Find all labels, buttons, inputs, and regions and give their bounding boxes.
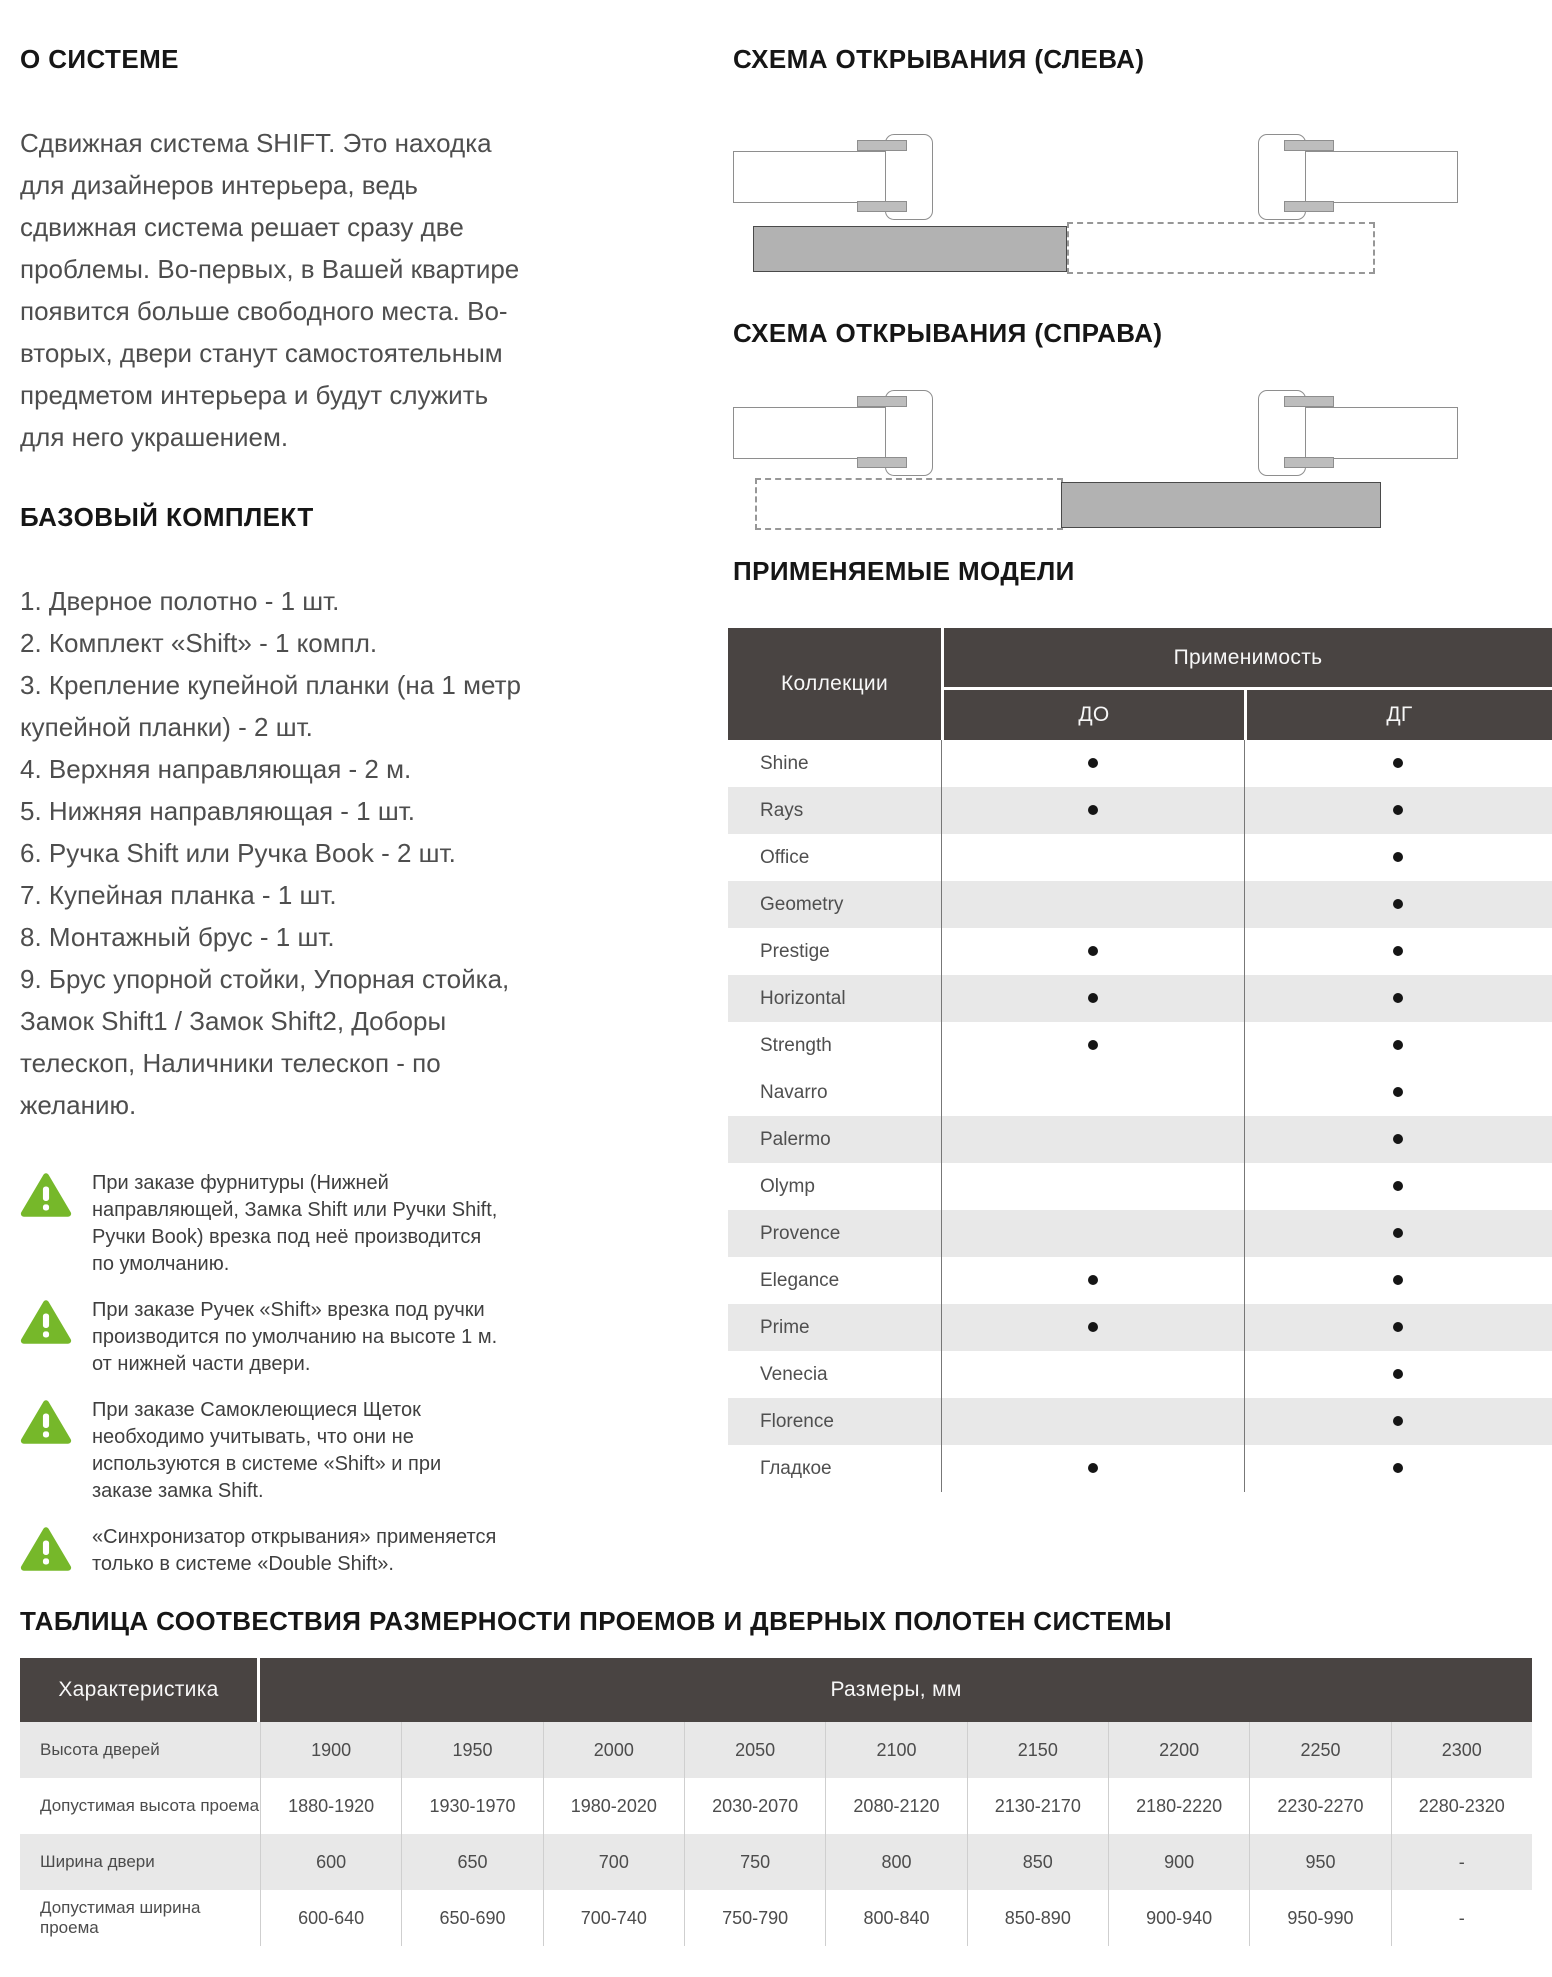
size-row-label: Допустимая высота проема (40, 1796, 260, 1815)
size-value-cell: 950 (1249, 1834, 1390, 1890)
cell-dg (1244, 1413, 1552, 1431)
applicability-dot (1088, 1463, 1098, 1473)
size-col-characteristic: Характеристика (20, 1658, 257, 1722)
applicability-dot (1088, 1040, 1098, 1050)
warning-triangle-icon (20, 1299, 72, 1345)
jamb-clip (1284, 457, 1334, 468)
kit-list-item: 7. Купейная планка - 1 шт. (20, 880, 337, 910)
door-jamb-right (1258, 390, 1458, 474)
collection-name: Office (760, 846, 810, 868)
size-value-cell: 2150 (967, 1722, 1108, 1778)
models-divider-1 (941, 740, 942, 1492)
jamb-clip (857, 457, 907, 468)
size-value-cell: 2230-2270 (1249, 1778, 1390, 1834)
cell-dg (1244, 943, 1552, 961)
collection-name: Shine (760, 752, 809, 774)
collection-name: Strength (760, 1034, 832, 1056)
size-table-row (20, 1890, 1532, 1946)
size-value-cell: 1930-1970 (401, 1778, 542, 1834)
warning-icon (20, 1526, 72, 1572)
size-value-cell: 850 (967, 1834, 1108, 1890)
size-row-label: Высота дверей (40, 1740, 160, 1759)
applicability-dot (1088, 993, 1098, 1003)
models-table-row (728, 1398, 1552, 1445)
size-table-title: ТАБЛИЦА СООТВЕСТВИЯ РАЗМЕРНОСТИ ПРОЕМОВ И ДВЕРНЫХ ПОЛОТЕН СИСТЕМЫ (20, 1606, 1173, 1636)
size-value-cell: 1950 (401, 1722, 542, 1778)
applicability-dot (1393, 1040, 1403, 1050)
cell-dg (1244, 1084, 1552, 1102)
cell-dg (1244, 1037, 1552, 1055)
applicability-dot (1393, 1275, 1403, 1285)
models-table-row (728, 975, 1552, 1022)
collection-name: Elegance (760, 1269, 840, 1291)
door-panel-closed (1061, 482, 1381, 528)
size-value-cell: 2250 (1249, 1722, 1390, 1778)
collection-name: Geometry (760, 893, 844, 915)
cell-dg (1244, 990, 1552, 1008)
warning-note (20, 1397, 510, 1505)
cell-dg (1244, 896, 1552, 914)
models-table-row (728, 740, 1552, 787)
models-table-row (728, 787, 1552, 834)
kit-list-item: 2. Комплект «Shift» - 1 компл. (20, 628, 378, 658)
models-divider-2 (1244, 740, 1245, 1492)
collection-name: Provence (760, 1222, 841, 1244)
models-table-row (728, 834, 1552, 881)
models-table-body (728, 740, 1552, 1492)
size-value-cell: 700-740 (543, 1890, 684, 1946)
size-value-cell: - (1391, 1890, 1532, 1946)
applicability-dot (1393, 1369, 1403, 1379)
models-table-row (728, 1351, 1552, 1398)
size-table-body (20, 1722, 1532, 1946)
about-title: О СИСТЕМЕ (20, 44, 179, 74)
door-panel-closed (753, 226, 1067, 272)
jamb-clip (1284, 396, 1334, 407)
applicability-dot (1393, 1087, 1403, 1097)
kit-list-item: 5. Нижняя направляющая - 1 шт. (20, 796, 415, 826)
size-value-cell: 950-990 (1249, 1890, 1390, 1946)
models-table-row (728, 1257, 1552, 1304)
size-value-cell: 2300 (1391, 1722, 1532, 1778)
door-panel-open-dashed (755, 478, 1063, 530)
door-jamb-left (733, 134, 933, 218)
models-header-right (944, 628, 1552, 740)
size-value-cell: 650 (401, 1834, 542, 1890)
applicability-dot (1088, 758, 1098, 768)
cell-dg (1244, 1272, 1552, 1290)
models-table-header (728, 628, 1552, 740)
size-table-row (20, 1778, 1532, 1834)
cell-do (941, 1460, 1244, 1478)
models-table-row (728, 1210, 1552, 1257)
applicability-dot (1393, 1228, 1403, 1238)
cell-dg (1244, 849, 1552, 867)
size-value-cell: 2030-2070 (684, 1778, 825, 1834)
collection-name: Rays (760, 799, 804, 821)
applicability-dot (1088, 805, 1098, 815)
models-col-do: ДО (944, 690, 1244, 740)
size-row-label: Ширина двери (40, 1852, 155, 1871)
kit-list-item: 8. Монтажный брус - 1 шт. (20, 922, 335, 952)
size-value-cell: 2080-2120 (825, 1778, 966, 1834)
size-value-cell: 2000 (543, 1722, 684, 1778)
kit-list-item: 9. Брус упорной стойки, Упорная стойка, Замок Shift1 / Замок Shift2, Доборы телескоп, Наличники телескоп - по желанию. (20, 964, 510, 1120)
size-value-cell: 900-940 (1108, 1890, 1249, 1946)
size-value-cell: 1900 (260, 1722, 401, 1778)
collection-name: Navarro (760, 1081, 828, 1103)
applicability-dot (1393, 899, 1403, 909)
jamb-clip (1284, 201, 1334, 212)
applicability-dot (1393, 1463, 1403, 1473)
cell-do (941, 990, 1244, 1008)
collection-name: Olymp (760, 1175, 815, 1197)
door-panel-open-dashed (1067, 222, 1375, 274)
models-table-row (728, 1022, 1552, 1069)
cell-dg (1244, 1178, 1552, 1196)
applicability-dot (1393, 1322, 1403, 1332)
applicability-dot (1393, 1181, 1403, 1191)
schema-left-diagram (733, 126, 1545, 276)
door-jamb-right (1258, 134, 1458, 218)
cell-dg (1244, 1131, 1552, 1149)
size-value-cell: 750-790 (684, 1890, 825, 1946)
jamb-leaf (733, 151, 903, 203)
size-value-cell: 750 (684, 1834, 825, 1890)
kit-list-item: 1. Дверное полотно - 1 шт. (20, 586, 340, 616)
collection-name: Venecia (760, 1363, 828, 1385)
warning-icon (20, 1399, 72, 1445)
warning-text: При заказе фурнитуры (Нижней направляющей, Замка Shift или Ручки Shift, Ручки Book) врезка под неё производится по умолчанию. (92, 1172, 498, 1275)
warning-text: При заказе Самоклеющиеся Щеток необходимо учитывать, что они не используются в системе «Shift» и при заказе замка Shift. (92, 1399, 442, 1502)
jamb-clip (1284, 140, 1334, 151)
warning-icon (20, 1172, 72, 1218)
size-value-cell: 1980-2020 (543, 1778, 684, 1834)
kit-list-item: 3. Крепление купейной планки (на 1 метр купейной планки) - 2 шт. (20, 670, 521, 742)
models-table-row (728, 1069, 1552, 1116)
models-subheader (944, 690, 1552, 740)
cell-dg (1244, 1319, 1552, 1337)
collection-name: Horizontal (760, 987, 846, 1009)
size-value-cell: 900 (1108, 1834, 1249, 1890)
applicability-dot (1393, 805, 1403, 815)
size-value-cell: 2280-2320 (1391, 1778, 1532, 1834)
size-value-cell: 2130-2170 (967, 1778, 1108, 1834)
models-table-row (728, 1445, 1552, 1492)
cell-dg (1244, 755, 1552, 773)
applicability-dot (1393, 852, 1403, 862)
warning-note (20, 1297, 510, 1378)
jamb-leaf (1288, 407, 1458, 459)
cell-do (941, 755, 1244, 773)
kit-list-item: 4. Верхняя направляющая - 2 м. (20, 754, 412, 784)
models-table-row (728, 881, 1552, 928)
size-value-cell: 800-840 (825, 1890, 966, 1946)
collection-name: Palermo (760, 1128, 831, 1150)
size-row-label: Допустимая ширина проема (40, 1898, 201, 1937)
cell-do (941, 802, 1244, 820)
warning-icon (20, 1299, 72, 1345)
applicability-dot (1088, 946, 1098, 956)
kit-list-item: 6. Ручка Shift или Ручка Book - 2 шт. (20, 838, 456, 868)
size-table-row (20, 1722, 1532, 1778)
warning-text: «Синхронизатор открывания» применяется только в системе «Double Shift». (92, 1526, 497, 1575)
warning-text: При заказе Ручек «Shift» врезка под ручки производится по умолчанию на высоте 1 м. от нижней части двери. (92, 1299, 498, 1375)
size-value-cell: 1880-1920 (260, 1778, 401, 1834)
size-table-header (20, 1658, 1532, 1722)
kit-list (20, 580, 525, 1126)
cell-do (941, 943, 1244, 961)
schema-right-title: СХЕМА ОТКРЫВАНИЯ (СПРАВА) (733, 318, 1163, 348)
models-table-row (728, 1163, 1552, 1210)
collection-name: Гладкое (760, 1457, 832, 1479)
warning-triangle-icon (20, 1526, 72, 1572)
size-value-cell: 650-690 (401, 1890, 542, 1946)
applicability-dot (1088, 1275, 1098, 1285)
models-title: ПРИМЕНЯЕМЫЕ МОДЕЛИ (733, 556, 1075, 586)
schema-left-title: СХЕМА ОТКРЫВАНИЯ (СЛЕВА) (733, 44, 1145, 74)
kit-title: БАЗОВЫЙ КОМПЛЕКТ (20, 502, 314, 532)
cell-dg (1244, 1225, 1552, 1243)
door-jamb-left (733, 390, 933, 474)
models-table-row (728, 928, 1552, 975)
models-table (728, 628, 1552, 1492)
size-value-cell: 600 (260, 1834, 401, 1890)
jamb-leaf (733, 407, 903, 459)
collection-name: Florence (760, 1410, 834, 1432)
applicability-dot (1393, 993, 1403, 1003)
applicability-dot (1393, 758, 1403, 768)
warnings-list (20, 1170, 510, 1597)
cell-do (941, 1037, 1244, 1055)
jamb-clip (857, 396, 907, 407)
cell-do (941, 1319, 1244, 1337)
size-table-row (20, 1834, 1532, 1890)
size-value-cell: 2050 (684, 1722, 825, 1778)
warning-triangle-icon (20, 1172, 72, 1218)
applicability-dot (1088, 1322, 1098, 1332)
size-value-cell: 800 (825, 1834, 966, 1890)
size-value-cell: 2180-2220 (1108, 1778, 1249, 1834)
warning-triangle-icon (20, 1399, 72, 1445)
applicability-dot (1393, 946, 1403, 956)
jamb-clip (857, 201, 907, 212)
warning-note (20, 1170, 510, 1278)
applicability-dot (1393, 1134, 1403, 1144)
warning-note (20, 1524, 510, 1578)
collection-name: Prestige (760, 940, 830, 962)
size-col-sizes: Размеры, мм (260, 1658, 1532, 1722)
models-col-dg: ДГ (1247, 690, 1552, 740)
models-col-applicability: Применимость (944, 628, 1552, 687)
size-value-cell: 2100 (825, 1722, 966, 1778)
models-table-row (728, 1116, 1552, 1163)
schema-right-diagram (733, 382, 1545, 532)
models-col-collections: Коллекции (728, 628, 941, 740)
applicability-dot (1393, 1416, 1403, 1426)
size-table (20, 1658, 1532, 1946)
cell-do (941, 1272, 1244, 1290)
size-value-cell: 700 (543, 1834, 684, 1890)
collection-name: Prime (760, 1316, 810, 1338)
cell-dg (1244, 1460, 1552, 1478)
size-value-cell: 600-640 (260, 1890, 401, 1946)
size-value-cell: 850-890 (967, 1890, 1108, 1946)
cell-dg (1244, 802, 1552, 820)
models-table-row (728, 1304, 1552, 1351)
cell-dg (1244, 1366, 1552, 1384)
jamb-clip (857, 140, 907, 151)
size-value-cell: 2200 (1108, 1722, 1249, 1778)
size-value-cell: - (1391, 1834, 1532, 1890)
about-text: Сдвижная система SHIFT. Это находка для дизайнеров интерьера, ведь сдвижная система решает сразу две проблемы. Во-первых, в Вашей квартире появится больше свободного места. Во-вторых, двери станут самостоятельным предметом интерьера и будут служить для него украшением. (20, 128, 520, 452)
jamb-leaf (1288, 151, 1458, 203)
